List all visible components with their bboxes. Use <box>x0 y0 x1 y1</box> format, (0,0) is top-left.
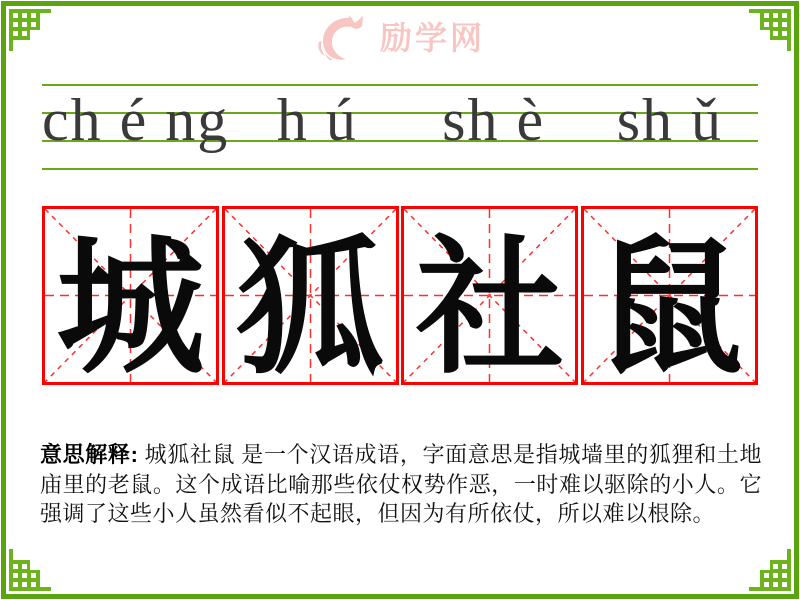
hanzi-character: 城 <box>56 227 205 392</box>
pinyin-syllable: sh ǔ <box>616 87 724 153</box>
pinyin-syllable: sh è <box>442 87 546 153</box>
character-grid-row <box>42 206 758 392</box>
pinyin-rule-line <box>42 84 758 86</box>
pinyin-syllable: ch é ng <box>42 87 230 153</box>
definition-label: 意思解释: <box>40 442 139 467</box>
character-box <box>222 206 399 392</box>
definition-paragraph <box>40 440 762 529</box>
fox-swirl-icon <box>315 12 375 60</box>
hanzi-character: 社 <box>415 227 564 392</box>
hanzi-character: 狐 <box>236 227 385 392</box>
corner-ornament-icon <box>9 549 51 591</box>
character-box <box>401 206 578 392</box>
pinyin-syllable: h ú <box>276 87 358 153</box>
character-box <box>581 206 758 392</box>
character-box <box>42 206 219 392</box>
hanzi-character: 鼠 <box>595 227 744 392</box>
site-logo <box>0 12 800 60</box>
pinyin-rule-line <box>42 168 758 170</box>
pinyin-row <box>42 87 758 153</box>
corner-ornament-icon <box>749 549 791 591</box>
definition-text: 城狐社鼠 是一个汉语成语，字面意思是指城墙里的狐狸和土地庙里的老鼠。这个成语比喻那些依仗权势作恶，一时难以驱除的小人。它强调了这些小人虽然看似不起眼，但因为有所依仗，所以难以根除。 <box>40 442 762 526</box>
logo-text: 励学网 <box>379 20 485 56</box>
